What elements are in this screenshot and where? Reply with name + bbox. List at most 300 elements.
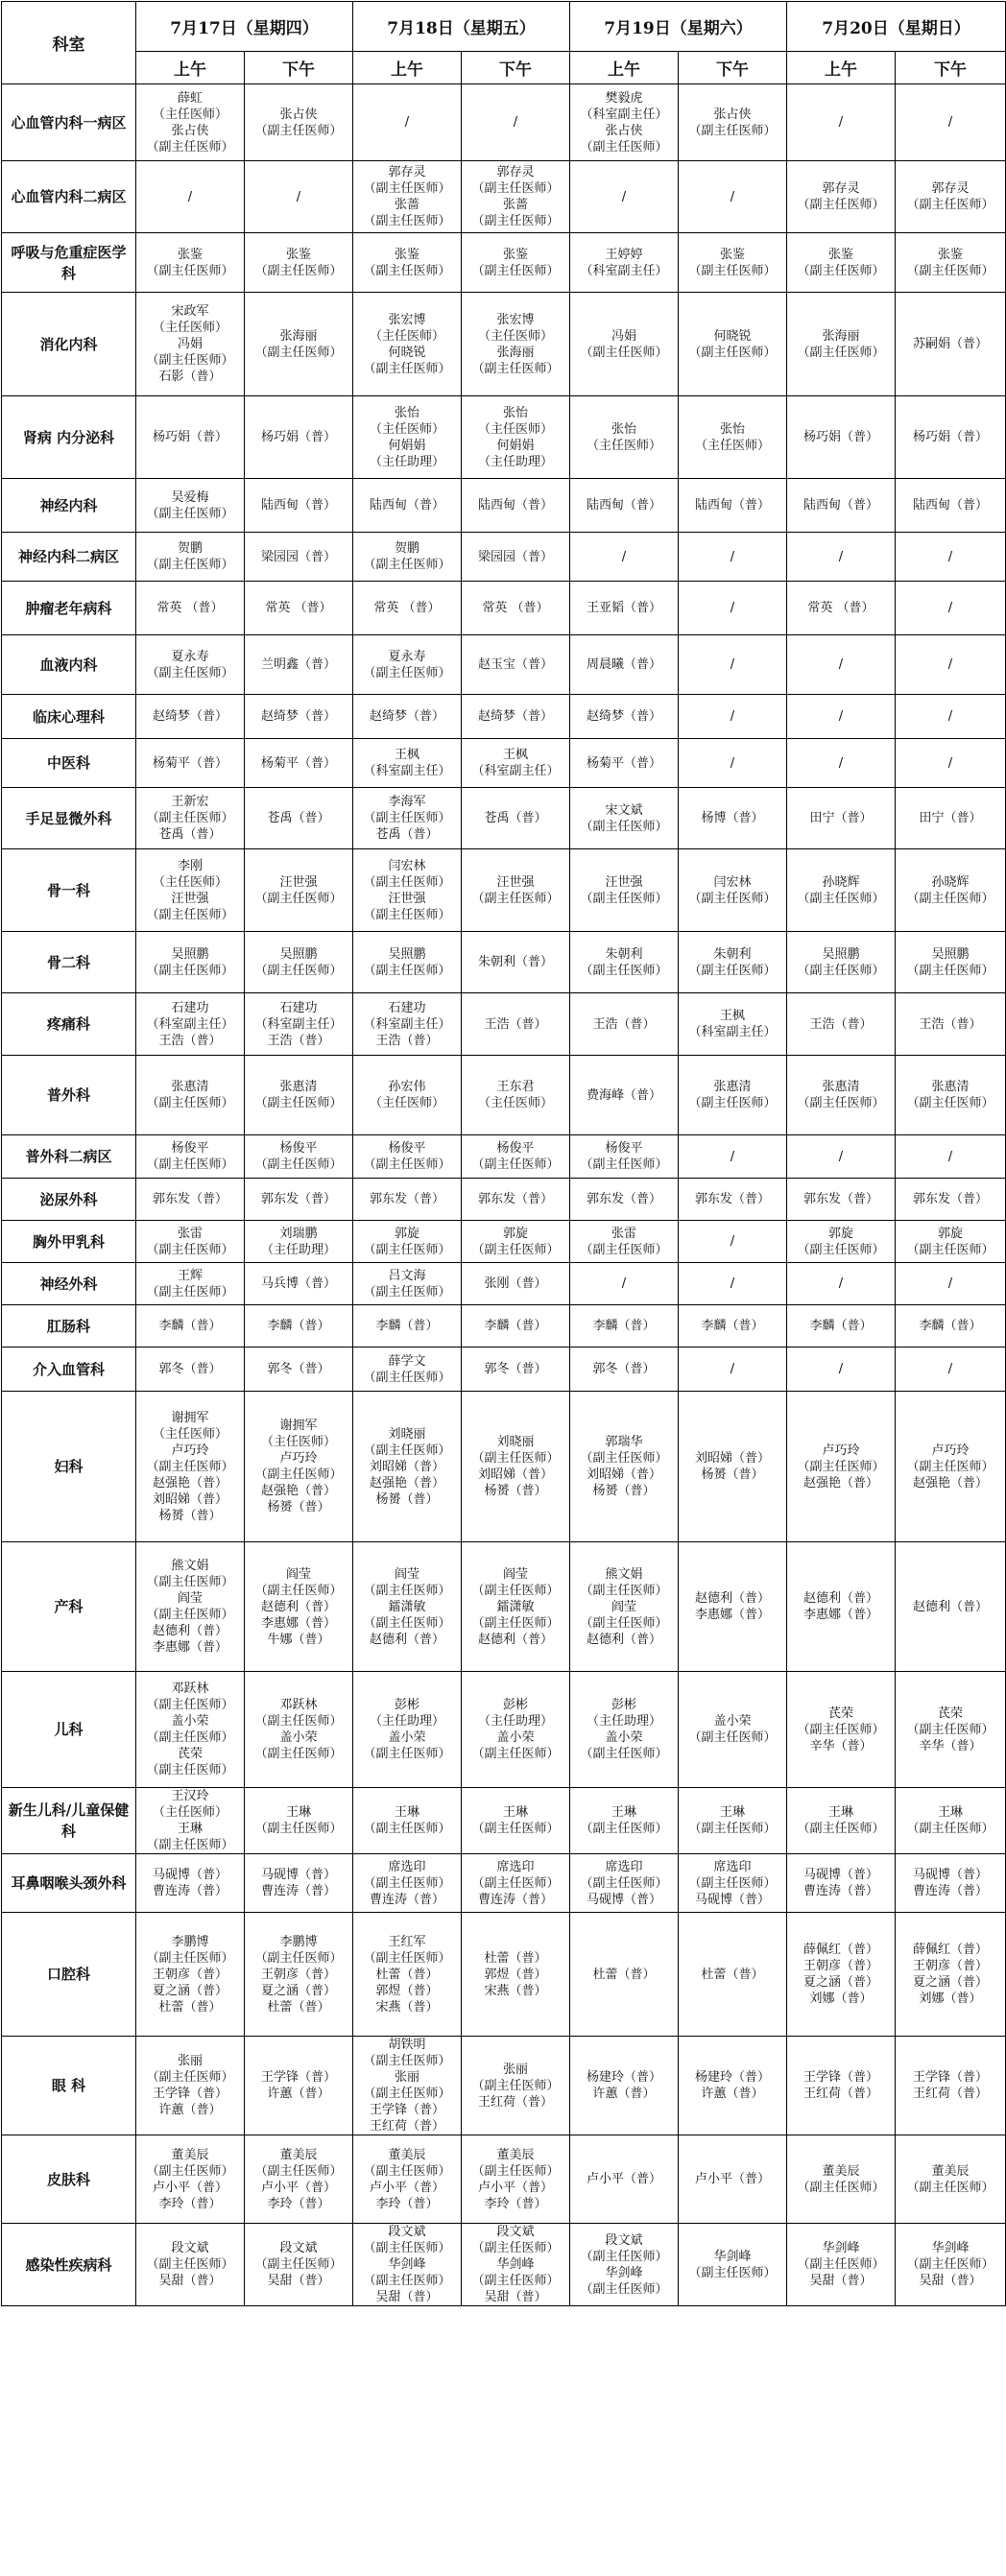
dept-name: 皮肤科 (2, 2135, 136, 2224)
schedule-cell (462, 1056, 570, 1135)
doctor-line: 郭冬（普） (592, 1362, 656, 1376)
doctor-line: 王学锋（普） (152, 2087, 228, 2101)
doctor-line: 夏之涵（普） (802, 1975, 878, 1990)
doctor-line: 刘昭娣（普） (586, 1467, 661, 1482)
doctor-line: 张鉴 (827, 247, 853, 262)
doctor-line: （副主任医师） (471, 214, 560, 228)
doctor-line: （副主任医师） (471, 263, 560, 278)
schedule-cell (136, 849, 245, 932)
doctor-line: / (838, 115, 844, 130)
doctor-line: 王枫 (394, 748, 419, 762)
doctor-line: 王琳 (177, 1822, 203, 1836)
doctor-line: 华剑峰 (605, 2265, 643, 2280)
doctor-line: （副主任医师） (797, 1722, 885, 1737)
doctor-line: 刘晓丽 (388, 1426, 426, 1442)
doctor-line: （副主任医师） (580, 891, 668, 906)
dept-name: 眼 科 (2, 2037, 136, 2135)
table-row (2, 233, 1006, 293)
schedule-cell (679, 161, 787, 233)
schedule-cell (896, 1263, 1006, 1305)
schedule-cell (245, 1179, 353, 1221)
doctor-line: 张雷 (611, 1226, 636, 1241)
schedule-cell (245, 695, 353, 739)
schedule-cell (136, 1056, 245, 1135)
doctor-line: 李玲（普） (484, 2196, 547, 2211)
doctor-line: 朱朝利（普） (477, 955, 553, 969)
schedule-cell (245, 635, 353, 695)
schedule-cell (570, 1854, 679, 1913)
table-row (2, 1672, 1006, 1788)
doctor-line: 王朝彦（普） (802, 1959, 878, 1973)
doctor-line: 汪世强 (171, 891, 209, 906)
schedule-cell (679, 1135, 787, 1179)
dept-name: 神经内科 (2, 479, 136, 533)
dept-name: 儿科 (2, 1672, 136, 1788)
schedule-cell (896, 788, 1006, 849)
schedule-cell (570, 1672, 679, 1788)
schedule-cell (353, 739, 462, 788)
doctor-line: 杨巧娟（普） (152, 430, 228, 444)
schedule-cell (679, 1854, 787, 1913)
doctor-line: 王汉玲 (171, 1789, 209, 1803)
pm-header: 下午 (679, 52, 787, 84)
schedule-cell (679, 849, 787, 932)
doctor-line: 杜蕾（普） (701, 1967, 764, 1982)
doctor-line: （副主任医师） (254, 1096, 343, 1110)
doctor-line: 王朝彦（普） (912, 1959, 988, 1973)
doctor-line: / (730, 755, 735, 771)
dept-name: 妇科 (2, 1392, 136, 1542)
doctor-line: 樊毅虎 (605, 90, 643, 106)
schedule-cell (353, 849, 462, 932)
schedule-cell (353, 1542, 462, 1672)
schedule-cell (679, 788, 787, 849)
schedule-cell (679, 533, 787, 582)
schedule-cell (787, 695, 896, 739)
schedule-cell (136, 161, 245, 233)
schedule-cell (353, 2224, 462, 2306)
schedule-cell (462, 635, 570, 695)
schedule-cell (896, 1854, 1006, 1913)
doctor-line: （副主任医师） (580, 1875, 668, 1891)
doctor-line: 马砚博（普） (152, 1868, 228, 1882)
doctor-line: （副主任医师） (254, 1747, 343, 1761)
doctor-line: 曹连涛（普） (912, 1884, 988, 1898)
doctor-line: 邓跃林 (279, 1698, 318, 1712)
doctor-line: （副主任医师） (363, 1157, 451, 1172)
doctor-line: （副主任医师） (146, 2070, 234, 2085)
dept-name: 消化内科 (2, 293, 136, 396)
schedule-cell (353, 1788, 462, 1854)
schedule-cell (353, 1135, 462, 1179)
schedule-cell (787, 233, 896, 293)
doctor-line: 熊文娟 (605, 1566, 643, 1582)
doctor-line: 郭存灵 (931, 181, 970, 196)
doctor-line: （副主任医师） (146, 1284, 234, 1300)
schedule-cell (787, 293, 896, 396)
doctor-line: （副主任医师） (254, 123, 343, 138)
doctor-line: （副主任医师） (146, 1242, 234, 1257)
doctor-line: 兰明鑫（普） (260, 657, 336, 672)
doctor-line: 赵德利（普） (152, 1624, 228, 1638)
table-row (2, 1263, 1006, 1305)
doctor-line: 常英 （普） (807, 601, 874, 615)
doctor-line: （主任医师） (152, 321, 228, 335)
schedule-cell (245, 1056, 353, 1135)
doctor-line: 盖小荣 (496, 1730, 535, 1745)
schedule-cell (787, 1221, 896, 1263)
dept-name: 感染性疾病科 (2, 2224, 136, 2306)
doctor-line: （副主任医师） (688, 1730, 777, 1745)
schedule-cell (679, 635, 787, 695)
table-row (2, 788, 1006, 849)
doctor-line: / (621, 549, 627, 564)
doctor-line: （副主任医师） (146, 907, 234, 922)
doctor-line: 张雷 (177, 1226, 203, 1241)
doctor-line: 王红军 (388, 1934, 426, 1949)
schedule-cell (679, 739, 787, 788)
doctor-line: （副主任医师） (580, 345, 668, 360)
table-row (2, 1348, 1006, 1392)
schedule-cell (570, 695, 679, 739)
doctor-line: （副主任医师） (797, 2257, 885, 2272)
schedule-cell (787, 1348, 896, 1392)
doctor-line: （副主任医师） (906, 263, 994, 278)
doctor-line: 郭旋 (827, 1226, 853, 1241)
doctor-line: / (838, 1276, 844, 1291)
schedule-cell (136, 1179, 245, 1221)
dept-name: 血液内科 (2, 635, 136, 695)
doctor-line: 张怡 (502, 405, 528, 420)
doctor-line: 董美辰 (931, 2163, 970, 2179)
schedule-cell (462, 582, 570, 635)
doctor-line: （主任医师） (369, 421, 444, 437)
schedule-cell (896, 1056, 1006, 1135)
schedule-cell (245, 1788, 353, 1854)
doctor-line: 曹连涛（普） (369, 1892, 444, 1907)
schedule-cell (787, 1179, 896, 1221)
doctor-line: 董美辰 (279, 2147, 318, 2162)
doctor-line: 王学锋（普） (912, 2070, 988, 2085)
doctor-line: 田宁（普） (919, 811, 982, 825)
doctor-line: 张鉴 (285, 247, 311, 262)
doctor-line: 董美辰 (388, 2147, 426, 2162)
schedule-cell (462, 695, 570, 739)
doctor-line: 刘昭娣（普） (694, 1451, 770, 1466)
doctor-line: （副主任医师） (363, 2163, 451, 2179)
doctor-line: 郭东发（普） (802, 1192, 878, 1206)
doctor-line: 汪世强 (279, 874, 318, 890)
schedule-cell (462, 1542, 570, 1672)
doctor-line: 王琳 (611, 1805, 636, 1820)
schedule-cell (679, 1056, 787, 1135)
doctor-line: （副主任医师） (580, 1615, 668, 1631)
schedule-cell (245, 739, 353, 788)
doctor-line: / (296, 189, 301, 204)
doctor-line: （副主任医师） (797, 345, 885, 360)
doctor-line: （副主任医师） (146, 263, 234, 278)
dept-name: 骨二科 (2, 932, 136, 993)
dept-name: 呼吸与危重症医学科 (2, 233, 136, 293)
schedule-cell (570, 1221, 679, 1263)
schedule-cell (570, 1542, 679, 1672)
doctor-line: （副主任医师） (797, 891, 885, 906)
doctor-line: （主任医师） (369, 328, 444, 344)
schedule-cell (787, 788, 896, 849)
doctor-line: （副主任医师） (688, 891, 777, 906)
schedule-cell (353, 1913, 462, 2037)
doctor-line: / (947, 1149, 953, 1164)
doctor-line: 王朝彦（普） (152, 1967, 228, 1982)
schedule-cell (679, 2224, 787, 2306)
doctor-line: （副主任医师） (146, 1459, 234, 1474)
doctor-line: （副主任医师） (580, 1451, 668, 1466)
doctor-line: 吴甜（普） (158, 2274, 222, 2288)
doctor-line: 贺鹏 (177, 541, 203, 556)
dept-name: 中医科 (2, 739, 136, 788)
doctor-line: 郭冬（普） (267, 1362, 330, 1376)
doctor-line: 杨俊平 (388, 1141, 426, 1156)
dept-name: 胸外甲乳科 (2, 1221, 136, 1263)
doctor-line: （副主任医师） (146, 1575, 234, 1589)
doctor-line: 石建功 (279, 1000, 318, 1015)
schedule-cell (679, 932, 787, 993)
doctor-line: 朱朝利 (605, 946, 643, 962)
schedule-cell (353, 1392, 462, 1542)
doctor-line: 席选印 (605, 1859, 643, 1874)
schedule-cell (462, 84, 570, 161)
doctor-line: 王红荷（普） (369, 2119, 444, 2134)
doctor-line: 张鉴 (177, 247, 203, 262)
doctor-line: （副主任医师） (363, 1822, 451, 1836)
doctor-line: 赵强艳（普） (369, 1475, 444, 1491)
doctor-line: / (947, 1362, 953, 1376)
doctor-line: （主任助理） (369, 454, 444, 469)
doctor-line: 阎莹 (394, 1566, 419, 1582)
doctor-line: 王琳 (394, 1805, 419, 1820)
doctor-line: 华剑峰 (496, 2257, 535, 2272)
doctor-line: （副主任医师） (580, 963, 668, 978)
doctor-line: （副主任医师） (471, 1242, 560, 1257)
schedule-cell (462, 932, 570, 993)
doctor-line: 李玲（普） (158, 2196, 222, 2211)
schedule-cell (136, 1854, 245, 1913)
doctor-line: 谢拥军 (171, 1410, 209, 1425)
doctor-line: （副主任医师） (580, 1242, 668, 1257)
schedule-cell (353, 695, 462, 739)
doctor-line: 王浩（普） (267, 1033, 330, 1048)
doctor-line: 周晨曦（普） (586, 657, 661, 672)
schedule-cell (679, 1263, 787, 1305)
doctor-line: （副主任医师） (363, 2087, 451, 2101)
doctor-line: 张丽 (394, 2070, 419, 2085)
doctor-line: 梁园园（普） (477, 549, 553, 564)
doctor-line: 吴甜（普） (919, 2274, 982, 2288)
doctor-line: 吴照鹏 (822, 946, 860, 962)
dept-name: 临床心理科 (2, 695, 136, 739)
doctor-line: （副主任医师） (797, 2180, 885, 2195)
doctor-line: （副主任医师） (471, 1747, 560, 1761)
doctor-line: 苏嗣娟（普） (912, 337, 988, 351)
doctor-line: 邓跃林 (171, 1682, 209, 1696)
doctor-line: （主任助理） (477, 1714, 553, 1729)
table-row (2, 849, 1006, 932)
doctor-line: （副主任医师） (363, 874, 451, 890)
doctor-line: 张丽 (177, 2054, 203, 2068)
schedule-cell (462, 2037, 570, 2135)
table-row (2, 2135, 1006, 2224)
doctor-line: 辛华（普） (919, 1738, 982, 1753)
doctor-line: 薛佩红（普） (912, 1943, 988, 1957)
doctor-line: 冯娟 (611, 328, 636, 344)
doctor-line: （科室副主任） (580, 263, 668, 278)
table-row (2, 293, 1006, 396)
doctor-line: 席选印 (388, 1859, 426, 1874)
doctor-line: （副主任医师） (580, 1747, 668, 1761)
doctor-line: 刘瑞鹏 (279, 1226, 318, 1241)
doctor-line: 马砚博（普） (586, 1892, 661, 1907)
doctor-line: （副主任医师） (797, 263, 885, 278)
doctor-line: 费海峰（普） (586, 1087, 661, 1103)
doctor-line: 许蕙（普） (592, 2087, 656, 2101)
schedule-cell (462, 1854, 570, 1913)
schedule-cell (245, 788, 353, 849)
schedule-cell (570, 582, 679, 635)
doctor-line: 芪荣 (937, 1705, 963, 1721)
schedule-cell (787, 1263, 896, 1305)
schedule-cell (896, 1135, 1006, 1179)
doctor-line: （主任助理） (477, 454, 553, 469)
schedule-cell (896, 479, 1006, 533)
schedule-cell (136, 2037, 245, 2135)
doctor-line: 卢小平（普） (369, 2180, 444, 2195)
doctor-line: （副主任医师） (580, 1157, 668, 1172)
doctor-line: （副主任医师） (363, 558, 451, 572)
schedule-cell (787, 2224, 896, 2306)
schedule-cell (353, 993, 462, 1056)
doctor-line: （副主任医师） (146, 2163, 234, 2179)
doctor-line: 张海丽 (822, 328, 860, 344)
doctor-line: （副主任医师） (471, 181, 560, 196)
schedule-cell (136, 233, 245, 293)
doctor-line: 张丽 (502, 2062, 528, 2077)
doctor-line: 陆西甸（普） (586, 498, 661, 513)
doctor-line: （副主任医师） (254, 1583, 343, 1598)
doctor-line: （主任医师） (586, 438, 661, 453)
doctor-line: 郭东发（普） (152, 1192, 228, 1206)
doctor-line: / (730, 601, 735, 615)
doctor-line: （主任助理） (369, 1714, 444, 1729)
doctor-line: 李麟（普） (158, 1319, 222, 1333)
doctor-line: 王辉 (177, 1268, 203, 1283)
doctor-line: 卢小平（普） (694, 2172, 770, 2186)
doctor-line: 董美辰 (171, 2147, 209, 2162)
doctor-line: 石建功 (171, 1000, 209, 1015)
doctor-line: （副主任医师） (146, 558, 234, 572)
doctor-line: 李鹏博 (279, 1934, 318, 1949)
doctor-line: 郭东发（普） (477, 1192, 553, 1206)
doctor-line: 闫宏林 (388, 858, 426, 873)
doctor-line: / (838, 1149, 844, 1164)
doctor-line: 谢拥军 (279, 1419, 318, 1433)
doctor-line: 汪世强 (605, 874, 643, 890)
schedule-cell (245, 84, 353, 161)
schedule-cell (570, 233, 679, 293)
schedule-cell (245, 1263, 353, 1305)
doctor-line: （副主任医师） (688, 2265, 777, 2280)
doctor-line: 盖小荣 (171, 1714, 209, 1729)
schedule-cell (679, 1392, 787, 1542)
schedule-cell (462, 1672, 570, 1788)
doctor-line: 许蕙（普） (701, 2087, 764, 2101)
doctor-line: 张蔷 (502, 198, 528, 212)
schedule-cell (679, 993, 787, 1056)
schedule-cell (136, 695, 245, 739)
schedule-cell (462, 233, 570, 293)
doctor-line: 卢小平（普） (586, 2172, 661, 2186)
schedule-cell (570, 2037, 679, 2135)
doctor-line: / (838, 549, 844, 564)
doctor-line: 卢小平（普） (152, 2180, 228, 2195)
doctor-line: 赵绮梦（普） (477, 709, 553, 724)
doctor-line: （副主任医师） (363, 2241, 451, 2255)
doctor-line: / (838, 755, 844, 771)
am-header: 上午 (570, 52, 679, 84)
schedule-cell (787, 932, 896, 993)
doctor-line: 盖小荣 (388, 1730, 426, 1745)
doctor-line: （副主任医师） (254, 963, 343, 978)
schedule-cell (896, 1542, 1006, 1672)
doctor-line: 宋燕（普） (484, 1983, 547, 1998)
doctor-line: 陆西甸（普） (477, 498, 553, 513)
doctor-line: 宋燕（普） (375, 1999, 439, 2015)
schedule-cell (679, 396, 787, 479)
doctor-line: （副主任医师） (363, 907, 451, 922)
doctor-line: / (513, 115, 518, 130)
doctor-line: 王浩（普） (919, 1016, 982, 1032)
doctor-line: 段文斌 (496, 2225, 535, 2239)
doctor-line: 王琳 (502, 1805, 528, 1820)
schedule-cell (679, 1221, 787, 1263)
doctor-line: 马兵博（普） (260, 1276, 336, 1291)
schedule-cell (136, 479, 245, 533)
doctor-line: （副主任医师） (580, 819, 668, 834)
doctor-line: 刘昭娣（普） (477, 1467, 553, 1482)
dept-name: 普外科 (2, 1056, 136, 1135)
header-row (2, 2, 1006, 52)
doctor-line: 李麟（普） (375, 1319, 439, 1333)
doctor-line: 陆西甸（普） (260, 498, 336, 513)
doctor-line: 常英 （普） (373, 601, 441, 615)
doctor-line: 常英 （普） (265, 601, 332, 615)
doctor-line: / (947, 549, 953, 564)
table-row (2, 479, 1006, 533)
schedule-cell (462, 1221, 570, 1263)
schedule-cell (570, 635, 679, 695)
doctor-line: （科室副主任） (363, 1016, 451, 1032)
doctor-line: 郭东发（普） (260, 1192, 336, 1206)
doctor-line: （副主任医师） (146, 1763, 234, 1777)
doctor-line: 盖小荣 (713, 1714, 752, 1729)
doctor-line: 李玲（普） (375, 2196, 439, 2211)
schedule-cell (462, 993, 570, 1056)
schedule-cell (136, 84, 245, 161)
doctor-line: 马砚博（普） (912, 1868, 988, 1882)
doctor-line: 杨巧娟（普） (912, 430, 988, 444)
doctor-line: / (838, 709, 844, 724)
doctor-line: 郭东发（普） (369, 1192, 444, 1206)
doctor-line: 华剑峰 (822, 2241, 860, 2255)
